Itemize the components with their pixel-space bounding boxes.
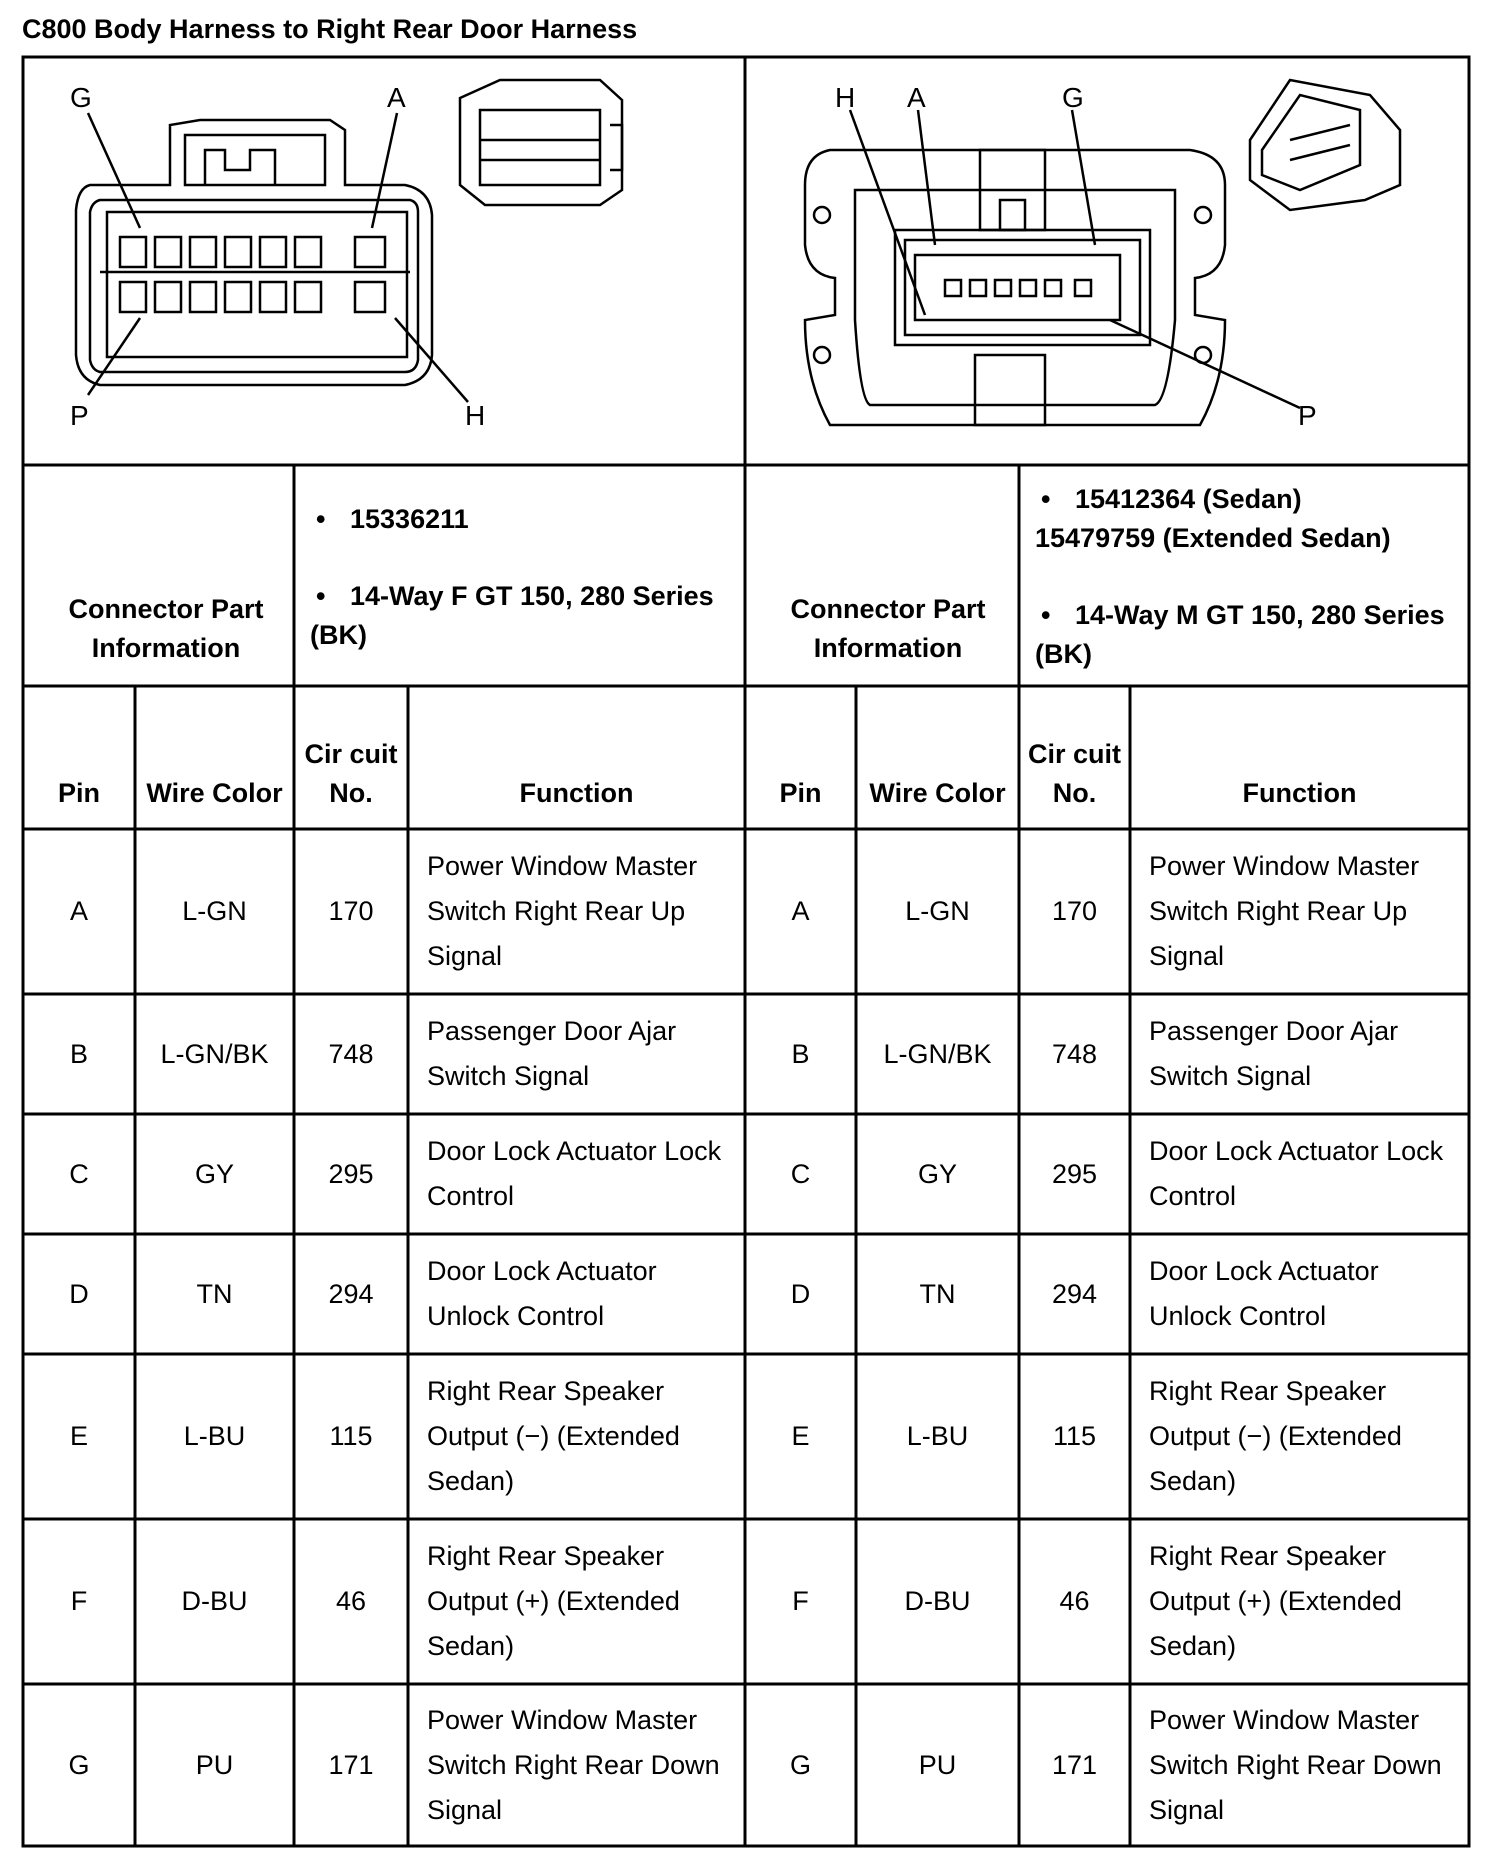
right-row-g-circuit-number: 171	[1051, 1749, 1098, 1780]
right-header-circuit: Cir cuit No.	[1027, 739, 1121, 808]
left-connector-iso	[460, 80, 622, 205]
right-row-c-wire-color: GY	[917, 1158, 957, 1189]
right-row-a-function: Power Window Master Switch Right Rear Up Signal	[1149, 851, 1420, 971]
left-row-a-wire-color: L-GN	[182, 896, 247, 926]
right-row-e-circuit-number: 115	[1052, 1421, 1097, 1451]
right-info-values: • 15412364 (Sedan) 15479759 (Extended Sedan) • 14-Way M GT 150, 280 Series (BK)	[1021, 480, 1467, 674]
right-row-d-function: Door Lock Actuator Unlock Control	[1149, 1256, 1379, 1331]
right-row-c-pin: C	[790, 1158, 811, 1189]
right-row-d-circuit-number: 294	[1051, 1278, 1098, 1309]
left-row-g-wire-color: PU	[195, 1749, 234, 1780]
right-header-wire-color: Wire Color	[869, 778, 1006, 808]
right-connector-iso	[1250, 80, 1400, 210]
right-label-h: H	[835, 82, 856, 113]
left-row-e-wire-color: L-BU	[183, 1421, 246, 1451]
left-row-c-wire-color: GY	[194, 1158, 234, 1189]
right-row-e-function: Right Rear Speaker Output (−) (Extended Sedan)	[1149, 1376, 1402, 1496]
left-label-h: H	[465, 400, 486, 431]
left-row-d-wire-color: TN	[196, 1278, 233, 1309]
left-row-e-function: Right Rear Speaker Output (−) (Extended Sedan)	[427, 1376, 680, 1496]
left-row-a-function: Power Window Master Switch Right Rear Up Signal	[427, 851, 698, 971]
right-info-part-number-extended: 15479759 (Extended Sedan)	[1035, 523, 1391, 553]
right-row-e-wire-color: L-BU	[906, 1421, 969, 1451]
right-info-description: 14-Way M GT 150, 280 Series (BK)	[1035, 600, 1445, 669]
left-info-values: • 15336211 • 14-Way F GT 150, 280 Series (BK)	[310, 504, 714, 650]
left-row-b-wire-color: L-GN/BK	[160, 1038, 269, 1069]
right-row-a-wire-color: L-GN	[905, 896, 970, 926]
left-row-c-pin: C	[69, 1158, 89, 1189]
right-header-pin: Pin	[779, 778, 822, 808]
left-row-b-function: Passenger Door Ajar Switch Signal	[427, 1016, 677, 1091]
right-row-e-pin: E	[791, 1421, 810, 1451]
left-row-f-function: Right Rear Speaker Output (+) (Extended Sedan)	[427, 1541, 680, 1661]
left-info-description: 14-Way F GT 150, 280 Series (BK)	[310, 581, 714, 650]
left-row-b-pin: B	[69, 1038, 88, 1069]
left-row-g-pin: G	[68, 1749, 90, 1780]
left-row-c-circuit-number: 295	[328, 1158, 374, 1189]
right-row-f-wire-color: D-BU	[904, 1586, 971, 1616]
right-row-c-circuit-number: 295	[1051, 1158, 1098, 1189]
right-row-f-pin: F	[792, 1586, 809, 1616]
right-info-part-number-sedan: 15412364 (Sedan)	[1075, 484, 1302, 514]
left-row-d-circuit-number: 294	[328, 1278, 374, 1309]
left-info-label: Connector Part Information	[68, 594, 264, 663]
right-row-f-function: Right Rear Speaker Output (+) (Extended Sedan)	[1149, 1541, 1402, 1661]
left-label-g: G	[70, 82, 92, 113]
right-row-b-pin: B	[791, 1038, 810, 1069]
left-header-function: Function	[519, 778, 634, 808]
left-row-b-circuit-number: 748	[328, 1038, 374, 1069]
right-connector-pins	[945, 280, 1091, 296]
right-header-function: Function	[1242, 778, 1357, 808]
left-row-g-function: Power Window Master Switch Right Rear Down Signal	[427, 1704, 720, 1825]
right-label-g: G	[1062, 82, 1084, 113]
left-connector-cavities	[120, 237, 385, 312]
right-label-p: P	[1298, 400, 1317, 431]
page-title: C800 Body Harness to Right Rear Door Harness	[22, 14, 638, 44]
right-row-f-circuit-number: 46	[1059, 1586, 1090, 1616]
left-label-a: A	[387, 82, 406, 113]
left-row-d-pin: D	[69, 1278, 89, 1309]
right-row-a-pin: A	[791, 896, 810, 926]
right-row-g-wire-color: PU	[918, 1749, 957, 1780]
left-row-g-circuit-number: 171	[328, 1749, 374, 1780]
left-row-e-circuit-number: 115	[329, 1421, 373, 1451]
right-row-b-function: Passenger Door Ajar Switch Signal	[1149, 1016, 1399, 1091]
left-label-p: P	[70, 400, 89, 431]
right-row-d-wire-color: TN	[919, 1278, 956, 1309]
left-header-pin: Pin	[57, 778, 100, 808]
right-row-g-pin: G	[789, 1749, 811, 1780]
left-row-a-circuit-number: 170	[328, 896, 374, 926]
left-row-a-pin: A	[69, 896, 88, 926]
right-row-b-wire-color: L-GN/BK	[883, 1038, 992, 1069]
right-row-a-circuit-number: 170	[1051, 896, 1098, 926]
left-row-f-pin: F	[70, 1586, 88, 1616]
right-label-a: A	[907, 82, 926, 113]
left-row-c-function: Door Lock Actuator Lock Control	[427, 1136, 722, 1211]
left-header-wire-color: Wire Color	[146, 778, 283, 808]
right-row-b-circuit-number: 748	[1051, 1038, 1098, 1069]
right-row-c-function: Door Lock Actuator Lock Control	[1149, 1136, 1444, 1211]
left-info-part-number: 15336211	[350, 504, 469, 534]
right-row-g-function: Power Window Master Switch Right Rear Down Signal	[1149, 1704, 1442, 1825]
left-row-f-circuit-number: 46	[335, 1586, 367, 1616]
right-info-label: Connector Part Information	[790, 594, 986, 663]
right-connector-face	[805, 110, 1300, 425]
right-row-d-pin: D	[790, 1278, 811, 1309]
left-connector-face	[76, 113, 468, 402]
left-header-circuit: Cir cuit No.	[304, 739, 398, 808]
left-row-e-pin: E	[69, 1421, 88, 1451]
left-row-d-function: Door Lock Actuator Unlock Control	[427, 1256, 657, 1331]
left-row-f-wire-color: D-BU	[181, 1586, 248, 1616]
